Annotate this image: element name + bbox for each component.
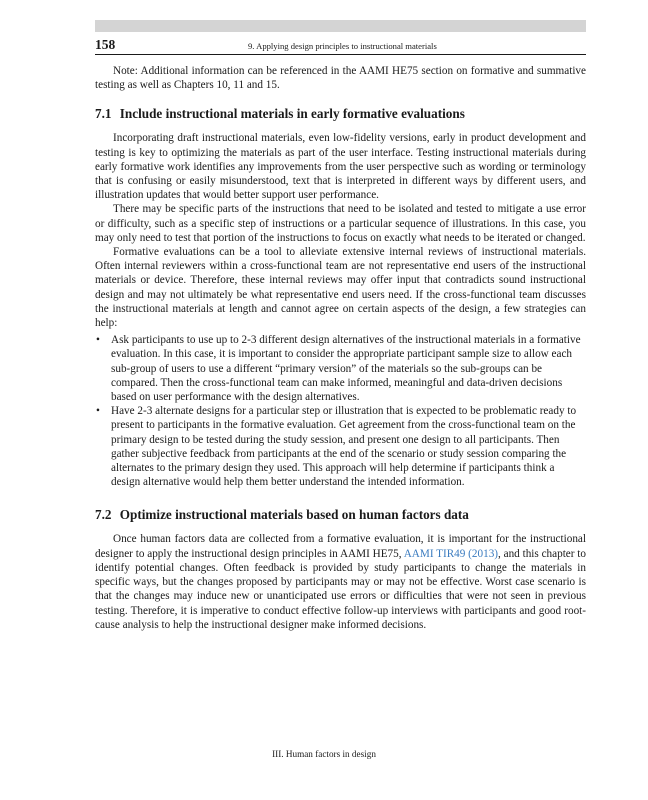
section-title: Optimize instructional materials based on human factors data: [119, 507, 469, 523]
list-item: [95, 404, 586, 489]
page-number: 158: [95, 37, 116, 52]
paragraph: Incorporating draft instructional materials, even low-fidelity versions, early in product development and testing is key to optimizing the materials as part of the user interface. Testing instructional materials during early formative work identifies any improvements from the user perspective such as wording or terminology that is confusing or easily misunderstood, text that is interpreted in different ways by different users, and illustration updates that would better support user performance.: [95, 132, 586, 202]
bullet-icon: •: [96, 334, 100, 347]
body-content: [95, 64, 586, 632]
paragraph: Formative evaluations can be a tool to alleviate extensive internal reviews of instructional materials. Often internal reviewers within a cross-functional team are not representative end users of the instructional materials or device. Therefore, these internal reviews may offer input that contradicts sound instructional design and may not ultimately be what representative end users need. If the cross-functional team discusses the instructional materials at length and cannot agree on certain aspects of the design, a few strategies can help:: [95, 246, 586, 330]
bullet-icon: •: [96, 405, 100, 418]
running-head: 9. Applying design principles to instructional materials: [248, 41, 437, 51]
paragraph-text: , and this chapter to identify potential changes. Often feedback is provided by study participants to change the materials in specific ways, but the changes proposed by participants may or may not be effective. Worst case scenario is that the changes may induce new or unanticipated use errors or difficulties that were not seen in previous testing. Therefore, it is imperative to conduct effective follow-up interviews with participants and good root-cause analysis to help the instructional designer make informed decisions.: [95, 547, 587, 631]
section-heading-7-1: [95, 105, 586, 122]
list-item-text: Ask participants to use up to 2-3 different design alternatives of the instructional materials in a formative evaluation. In this case, it is important to consider the appropriate participant sample size to allow each sub-group of users to use a different “primary version” of the materials so the sub-groups can be compared. Then the cross-functional team can make informed, meaningful and data-driven decisions based on user performance with the design alternatives.: [111, 334, 581, 404]
list-item-text: Have 2-3 alternate designs for a particular step or illustration that is expected to be problematic ready to present to participants in the formative evaluation. Get agreement from the cross-functional team on the primary design to be tested during the study session, and present one design to all participants. Then gather subjective feedback from participants at the end of the scenario or study session comparing the alternates to the primary design they used. This approach will help determine if participants think a design alternative would help them better understand the intended information.: [111, 405, 577, 489]
section-title: Include instructional materials in early formative evaluations: [119, 106, 465, 122]
paragraph: [95, 532, 586, 631]
section-number: 7.2: [95, 507, 112, 523]
note-paragraph: Note: Additional information can be referenced in the AAMI HE75 section on formative and summative testing as well as Chapters 10, 11 and 15.: [95, 65, 586, 92]
strategy-list: [95, 333, 586, 489]
paragraph: There may be specific parts of the instructions that need to be isolated and tested to mitigate a use error or difficulty, such as a specific step of instructions or a particular sequence of illustrations. In this case, you may only need to test that portion of the instructions to focus on exactly what needs to be iterated or changed.: [95, 203, 586, 244]
header-rule: [95, 54, 586, 55]
section-heading-7-2: [95, 506, 586, 523]
paragraph-text: Once human factors data are collected from a formative evaluation, it is important for the instructional designer to apply the instructional design principles in AAMI HE75,: [95, 533, 586, 560]
page-footer: III. Human factors in design: [272, 749, 376, 759]
citation-link[interactable]: AAMI TIR49 (2013): [403, 547, 499, 560]
section-number: 7.1: [95, 106, 112, 122]
list-item: [95, 333, 586, 404]
header-bar: [95, 20, 586, 32]
